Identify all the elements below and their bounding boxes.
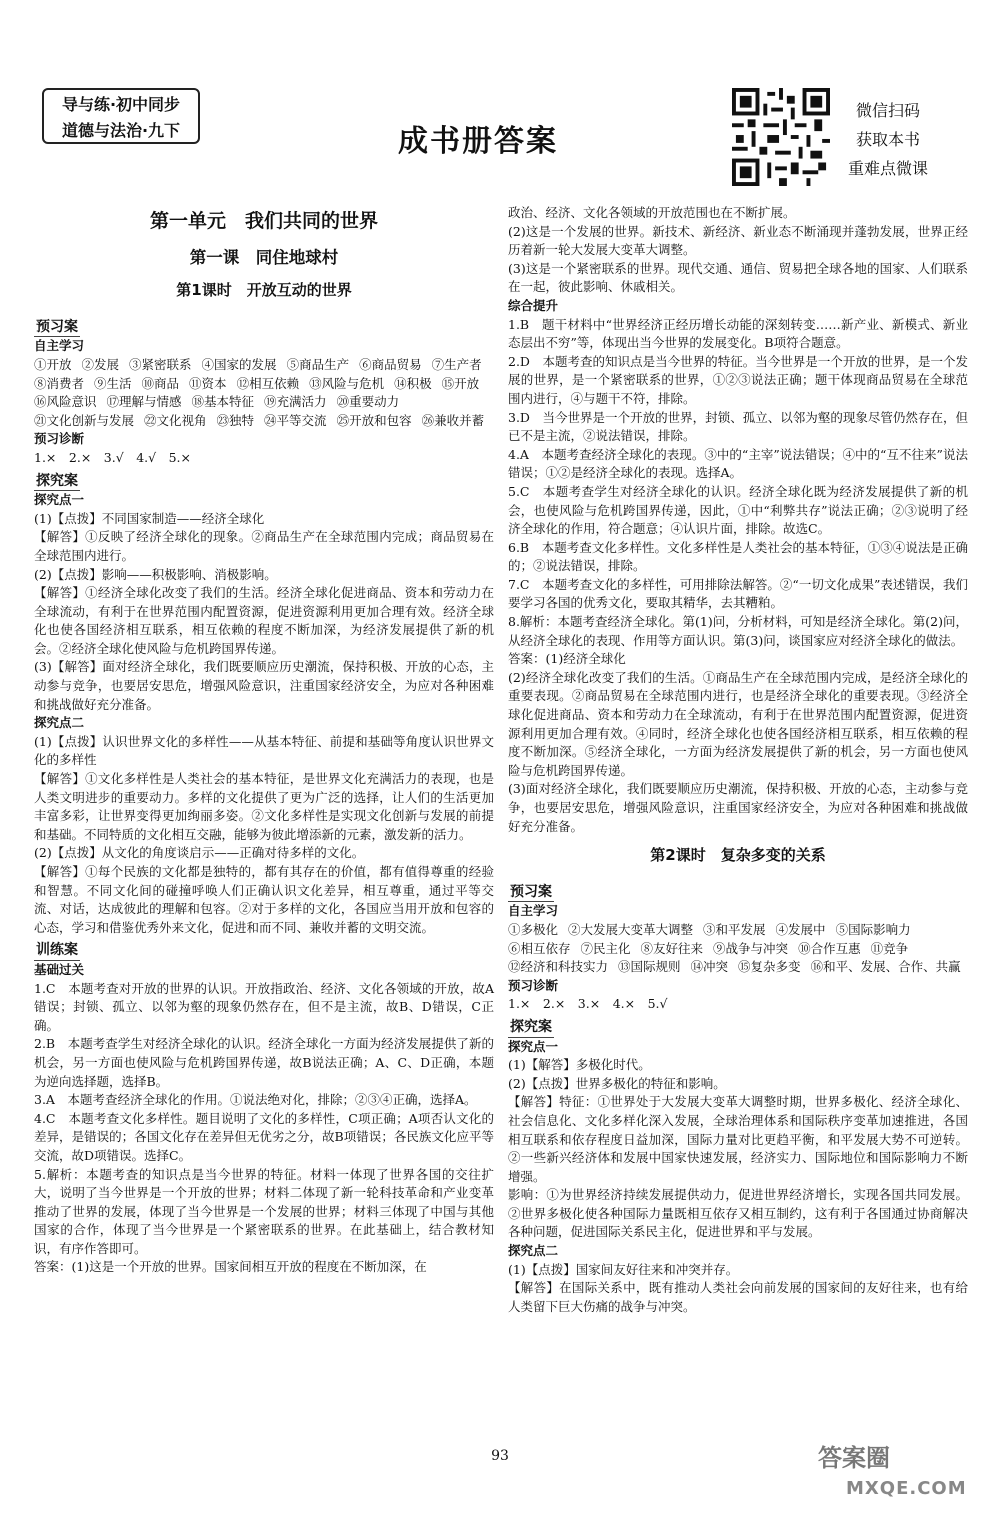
answer-item: ②大发展大变革大调整 <box>568 921 694 937</box>
explore-point-2b: 探究点二 <box>508 1243 559 1259</box>
answer-item: ④发展中 <box>775 921 826 937</box>
section-explore-2: 探究案 <box>508 1018 554 1038</box>
subsection-diagnosis-2: 预习诊断 <box>508 977 559 993</box>
answer-paragraph: 2.D 本题考查的知识点是当今世界的特征。当今世界是一个开放的世界，是一个发展的世界，是一个紧密联系的世界，①②③说法正确；题干体现商品贸易在全球范围内进行，④与题干不符，排除。 <box>508 353 968 406</box>
qr-caption <box>838 96 938 183</box>
answer-paragraph: 【解答】①文化多样性是人类社会的基本特征，是世界文化充满活力的表现，也是人类文明进步的重要动力。多样的文化提供了更为广泛的选择，让人们的生活更加丰富多彩，让世界变得更加绚丽多姿。②文化多样性是实现文化创新与发展的前提和基础。不同特质的文化相互交融，能够为彼此增添新的元素，激发新的活力。 <box>34 771 494 842</box>
answer-paragraph: 5.解析：本题考查的知识点是当今世界的特征。材料一体现了世界各国的交往扩大，说明了当今世界是一个开放的世界；材料二体现了新一轮科技革命和产业变革推动了世界的发展，体现了当今世界是一个发展的世界；材料三体现了中国与其他国家的合作，体现了当今世界是一个紧密联系的世界。在此基础上，结合教材知识，有序作答即可。 <box>34 1166 494 1256</box>
answer-paragraph: 6.B 本题考查文化多样性。文化多样性是人类社会的基本特征，①③④说法是正确的；②说法错误，排除。 <box>508 539 968 574</box>
right-column <box>508 204 968 1316</box>
book-badge <box>42 88 200 144</box>
answer-item: ⑩合作互惠 <box>798 940 861 956</box>
page-title: 成书册答案 <box>398 124 558 159</box>
answer-item: ⑱基本特征 <box>191 394 255 410</box>
subsection-comprehensive: 综合提升 <box>508 297 559 313</box>
answer-paragraph: (2)这是一个发展的世界。新技术、新经济、新业态不断涌现并蓬勃发展，世界正经历着新一轮大发展大变革大调整。 <box>508 223 968 258</box>
answer-item: ⑲充满活力 <box>264 394 327 410</box>
answer-paragraph: 政治、经济、文化各领域的开放范围也在不断扩展。 <box>508 205 796 220</box>
answer-paragraph: 7.C 本题考查文化的多样性，可用排除法解答。②“一切文化成果”表述错误，我们要学习各国的优秀文化，要取其精华，去其糟粕。 <box>508 576 968 611</box>
answer-paragraph: (1)【点拨】国家间友好往来和冲突并存。 <box>508 1261 739 1277</box>
answer-paragraph: 【解答】①经济全球化改变了我们的生活。经济全球化促进商品、资本和劳动力在全球流动，有利于在世界范围内配置资源，促进资源利用更加合理有效。经济全球化也使各国经济相互联系，相互依赖的程度不断加深，为经济发展提供了新的机会。②经济全球化使风险与危机跨国界传递。 <box>34 585 494 656</box>
answer-paragraph: 【解答】特征：①世界处于大发展大变革大调整时期，世界多极化、经济全球化、社会信息化、文化多样化深入发展，全球治理体系和国际秩序变革加速推进，各国相互联系和依存程度日益加深，国际力量对比更趋平衡，和平发展大势不可逆转。②一些新兴经济体和发展中国家快速发展，经济实力、国际地位和国际影响力不断增强。 <box>508 1094 968 1184</box>
answer-item: ⑮复杂多变 <box>738 959 801 975</box>
subsection-self-study: 自主学习 <box>34 338 85 354</box>
section-explore: 探究案 <box>34 472 80 492</box>
lesson-title: 第一课 同住地球村 <box>189 247 339 267</box>
answer-item: ⑦民主化 <box>580 940 631 956</box>
answer-paragraph: 4.A 本题考查经济全球化的表现。③中的“主宰”说法错误；④中的“互不往来”说法错误；①②是经济全球化的表现。选择A。 <box>508 446 968 481</box>
section-preview-2: 预习案 <box>508 883 554 903</box>
unit-title: 第一单元 我们共同的世界 <box>149 210 378 232</box>
badge-line2: 道德与法治·九下 <box>61 121 181 140</box>
answer-item: ①多极化 <box>508 921 559 937</box>
qr-caption-line2: 获取本书 <box>855 130 920 149</box>
watermark-logo: 答案圈 <box>818 1444 890 1472</box>
answer-item: ㉒文化视角 <box>144 412 207 428</box>
explore-point-1: 探究点一 <box>34 492 85 508</box>
answer-item: ⑨战争与冲突 <box>713 940 789 956</box>
answer-item: ⑦生产者 <box>431 356 482 372</box>
answer-item: ⑪竞争 <box>870 940 909 956</box>
answer-paragraph: 【解答】在国际关系中，既有推动人类社会向前发展的国家间的友好往来，也有给人类留下巨大伤痛的战争与冲突。 <box>508 1280 968 1314</box>
answer-item: ⑩商品 <box>141 375 180 391</box>
answer-item: ⑫经济和科技实力 <box>508 959 609 975</box>
answer-item: ⑥商品贸易 <box>359 356 422 372</box>
answer-item: ⑭冲突 <box>690 959 729 975</box>
answer-item: ②发展 <box>81 356 120 372</box>
answer-item: ⑤商品生产 <box>286 356 350 372</box>
subsection-diagnosis: 预习诊断 <box>34 431 85 447</box>
section-training: 训练案 <box>34 941 80 961</box>
answer-paragraph: 影响：①为世界经济持续发展提供动力，促进世界经济增长，实现各国共同发展。②世界多极化使各种国际力量既相互依存又相互制约，这有利于各国通过协商解决各种问题，促进国际关系民主化，促进世界和平与发展。 <box>508 1187 968 1240</box>
answer-item: ⑯风险意识 <box>34 394 97 410</box>
answer-item: ①开放 <box>34 356 72 372</box>
answer-paragraph: 5.C 本题考查学生对经济全球化的认识。经济全球化既为经济发展提供了新的机会，也使风险与危机跨国界传递，因此，①中“利弊共存”说法正确；②③说明了经济全球化的作用，符合题意；④认识片面，排除。故选C。 <box>508 483 968 537</box>
answer-item: ㉕开放和包容 <box>336 412 412 428</box>
answer-item: ㉔平等交流 <box>264 412 327 428</box>
answer-item: ⑰理解与情感 <box>106 394 182 410</box>
answer-item: ⑬国际规则 <box>618 959 681 975</box>
explore-point-1b: 探究点一 <box>508 1038 559 1054</box>
answer-paragraph: 1.B 题干材料中“世界经济正经历增长动能的深刻转变……新产业、新模式、新业态层出不穷”等，体现出当今世界的发展变化。B项符合题意。 <box>508 316 968 351</box>
answer-item: ⑥相互依存 <box>508 940 571 956</box>
answer-paragraph: (2)【点拨】从文化的角度谈启示——正确对待多样的文化。 <box>34 845 365 861</box>
section-preview: 预习案 <box>34 318 80 338</box>
answer-paragraph: 【解答】①反映了经济全球化的现象。②商品生产在全球范围内完成；商品贸易在全球范围内进行。 <box>34 529 494 563</box>
answer-item: ⑯和平、发展、合作、共赢 <box>810 959 961 975</box>
answer-item: ⑫相互依赖 <box>236 375 300 391</box>
qr-code <box>732 88 830 186</box>
answer-item: ⑬风险与危机 <box>309 375 385 391</box>
answer-item: ㉖兼收并蓄 <box>421 412 485 428</box>
left-column <box>34 212 494 1277</box>
page-number: 93 <box>491 1448 509 1464</box>
answer-paragraph: 8.解析：本题考查经济全球化。第(1)问，分析材料，可知是经济全球化。第(2)问，从经济全球化的表现、作用等方面认识。第(3)问，谈国家应对经济全球化的做法。 <box>508 614 968 648</box>
answer-item: ⑭积极 <box>394 375 432 391</box>
watermark-url: MXQE.COM <box>846 1478 967 1499</box>
answer-paragraph: 1.C 本题考查对开放的世界的认识。开放指政治、经济、文化各领域的开放，故A错误；封锁、孤立、以邻为壑的现象仍然存在，但不是主流，故B、D错误，C正确。 <box>34 980 494 1033</box>
answer-item: ⑪资本 <box>189 375 227 391</box>
answer-paragraph: 【解答】①每个民族的文化都是独特的，都有其存在的价值，都有值得尊重的经验和智慧。不同文化间的碰撞呼唤人们正确认识文化差异，相互尊重，通过平等交流、对话，达成彼此的理解和包容。②对于多样的文化，各国应当用开放和包容的心态，学习和借鉴优秀外来文化，促进和而不同、兼收并蓄的文明交流。 <box>34 864 494 935</box>
answer-item: ③和平发展 <box>703 921 766 937</box>
answer-paragraph: 4.C 本题考查文化多样性。题目说明了文化的多样性，C项正确；A项否认文化的差异，是错误的；各国文化存在差异但无优劣之分，故B项错误；各民族文化应平等交流，故D项错误。选择C。 <box>34 1110 494 1163</box>
answer-paragraph: (3)【解答】面对经济全球化，我们既要顺应历史潮流，保持积极、开放的心态，主动参与竞争，也要居安思危，增强风险意识，注重国家经济安全，为应对各种困难和挑战做好充分准备。 <box>34 659 494 712</box>
period-2-title: 第2课时 复杂多变的关系 <box>650 846 826 865</box>
subsection-self-study-2: 自主学习 <box>508 903 559 919</box>
answer-paragraph: 答案：(1)经济全球化 <box>508 651 626 667</box>
answer-item: ④国家的发展 <box>201 356 277 372</box>
answer-item: ⑧友好往来 <box>640 940 704 956</box>
qr-caption-line1: 微信扫码 <box>855 101 920 120</box>
answer-item: ⑧消费者 <box>34 375 85 391</box>
answer-item: ⑤国际影响力 <box>835 921 911 937</box>
explore-point-2: 探究点二 <box>34 715 85 731</box>
answer-paragraph: 答案：(1)这是一个开放的世界。国家间相互开放的程度在不断加深，在 <box>34 1259 427 1275</box>
answer-paragraph: 2.B 本题考查学生对经济全球化的认识。经济全球化一方面为经济发展提供了新的机会，另一方面也使风险与危机跨国界传递，故B说法正确；A、C、D正确，本题为逆向选择题，选择B。 <box>34 1036 494 1089</box>
qr-caption-line3: 重难点微课 <box>847 159 928 178</box>
answer-paragraph: (3)这是一个紧密联系的世界。现代交通、通信、贸易把全球各地的国家、人们联系在一起，彼此影响、休戚相关。 <box>508 260 968 295</box>
answer-paragraph: (3)面对经济全球化，我们既要顺应历史潮流，保持积极、开放的心态，主动参与竞争，也要居安思危，增强风险意识，注重国家经济安全，为应对各种困难和挑战做好充分准备。 <box>508 781 968 834</box>
subsection-basic: 基础过关 <box>34 961 85 977</box>
answer-paragraph: (1)【点拨】认识世界文化的多样性——从基本特征、前提和基础等角度认识世界文化的多样性 <box>34 733 494 768</box>
answer-paragraph: (2)经济全球化改变了我们的生活。①商品生产在全球范围内完成，是经济全球化的重要表现。②商品贸易在全球范围内进行，也是经济全球化的重要表现。③经济全球化促进商品、资本和劳动力在全球流动，有利于在世界范围内配置资源，促进资源利用更加合理有效。④同时，经济全球化也使各国经济相互联系，相互依赖的程度不断加深。⑤经济全球化，一方面为经济发展提供了新的机会，另一方面也使风险与危机跨国界传递。 <box>508 669 968 778</box>
answer-item: ㉑文化创新与发展 <box>34 412 135 428</box>
self-study-answers-2 <box>508 921 968 977</box>
answer-item: ㉓独特 <box>216 412 255 428</box>
self-study-answers <box>34 356 494 430</box>
badge-line1: 导与练·初中同步 <box>61 95 181 114</box>
period-title: 第1课时 开放互动的世界 <box>176 281 352 300</box>
answer-paragraph: 3.A 本题考查经济全球化的作用。①说法绝对化，排除；②③④正确，选择A。 <box>34 1092 477 1108</box>
answer-paragraph: (1)【点拨】不同国家制造——经济全球化 <box>34 510 265 526</box>
answer-paragraph: (2)【点拨】影响——积极影响、消极影响。 <box>34 566 277 582</box>
diagnosis-answers: 1.× 2.× 3.√ 4.√ 5.× <box>34 449 191 465</box>
diagnosis-answers-2: 1.× 2.× 3.× 4.× 5.√ <box>508 996 668 1012</box>
answer-item: ⑨生活 <box>94 375 132 391</box>
answer-paragraph: 3.D 当今世界是一个开放的世界，封锁、孤立、以邻为壑的现象尽管仍然存在，但已不是主流，②说法错误，排除。 <box>508 409 968 444</box>
answer-paragraph: (1)【解答】多极化时代。 <box>508 1057 651 1073</box>
answer-paragraph: (2)【点拨】世界多极化的特征和影响。 <box>508 1075 726 1091</box>
answer-item: ⑮开放 <box>441 375 480 391</box>
answer-item: ⑳重要动力 <box>336 394 400 410</box>
answer-item: ③紧密联系 <box>129 356 192 372</box>
